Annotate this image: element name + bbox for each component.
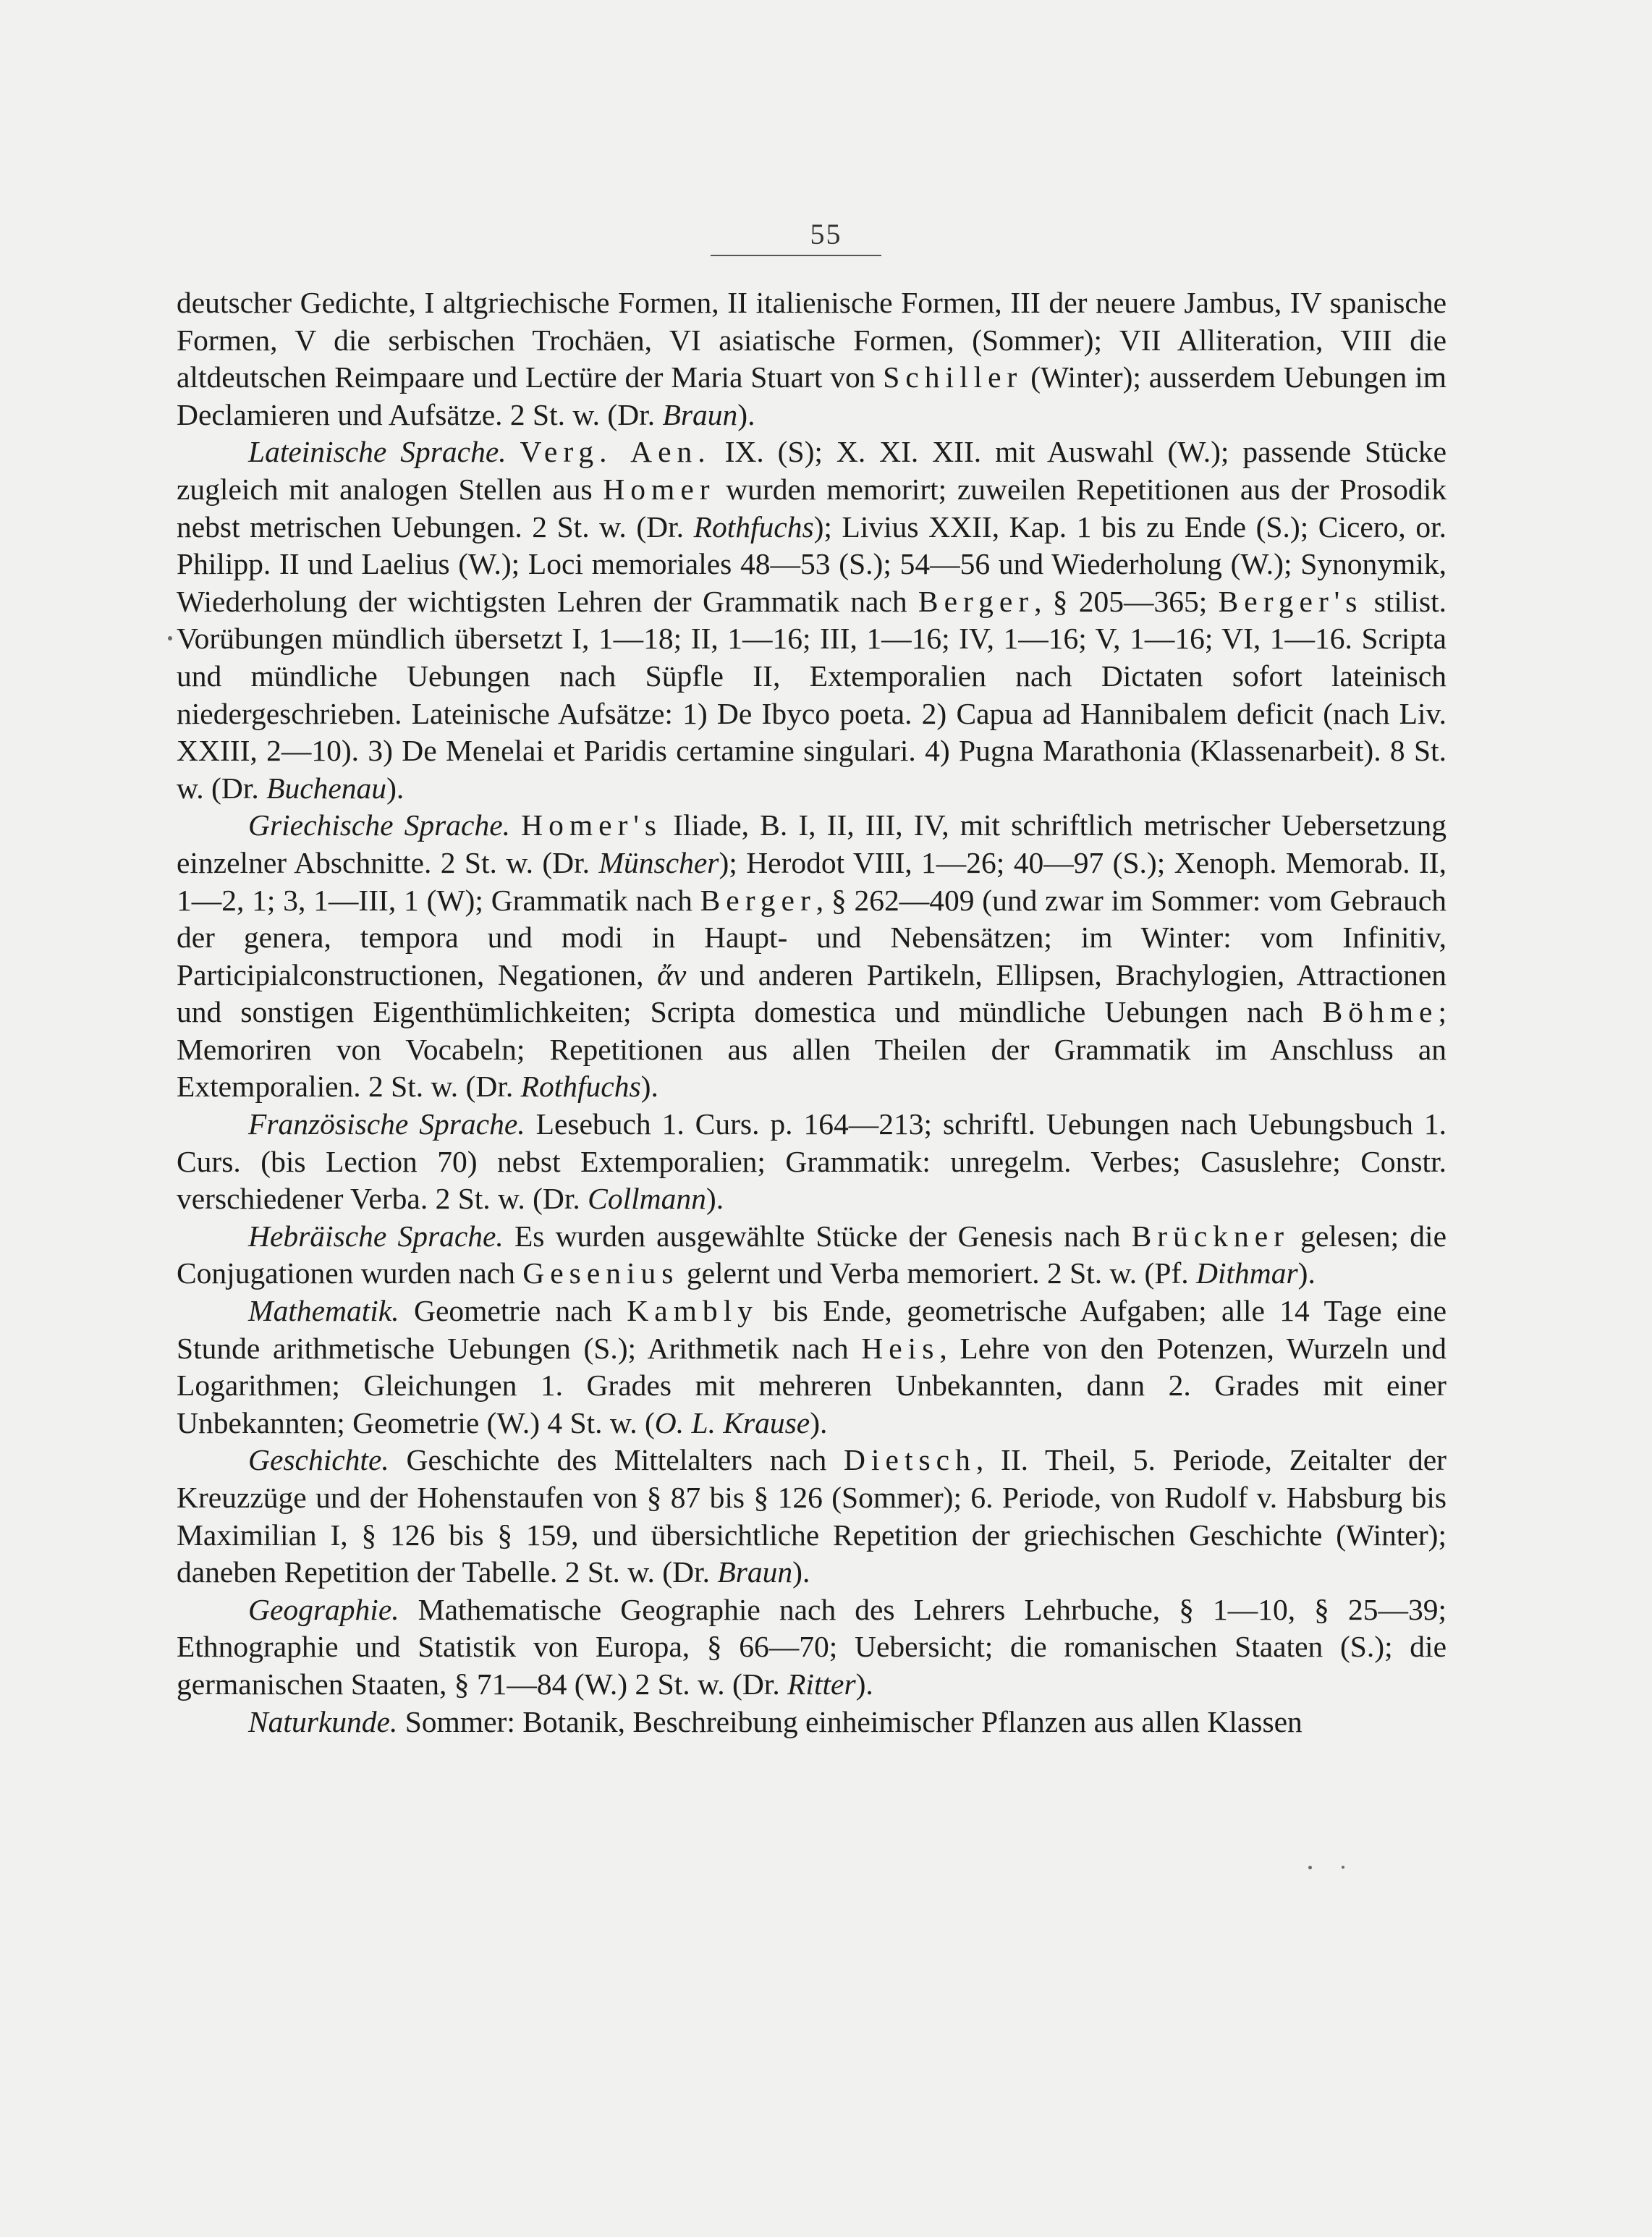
- text-run: bis Ende, geometrische Aufgaben; alle 14 Tage eine Stunde arithmetische Uebungen (S.); Arithmetik nach: [177, 1294, 1446, 1365]
- italic-text: Griechische Sprache.: [248, 808, 511, 842]
- text-run: ).: [1297, 1256, 1316, 1290]
- paragraph-geographie: [177, 1591, 1446, 1704]
- text-run: deutscher Gedichte, I altgriechische Formen, II italienische Formen, III der neuere Jambus, IV spanische Formen, V die serbischen Trochäen, VI asiatische Formen, (Sommer); VII Alliteration, VIII die altdeutschen Reimpaare und Lectüre der Maria Stuart von: [177, 286, 1446, 394]
- italic-text: Lateinische Sprache.: [248, 435, 507, 469]
- italic-text: Geschichte.: [248, 1443, 389, 1477]
- italic-text: Collmann: [588, 1182, 706, 1216]
- text-run: IX. (S); X. XI. XII. mit Auswahl (W.); passende Stücke zugleich mit analogen Stellen aus: [177, 435, 1447, 506]
- text-run: Geschichte des Mittelalters nach: [389, 1443, 844, 1477]
- text-run: ).: [706, 1182, 724, 1216]
- header-rule: [711, 255, 881, 256]
- text-run: , § 205—365;: [1034, 584, 1219, 618]
- text-run: gelernt und Verba memoriert. 2 St. w. (Pf.: [679, 1256, 1197, 1290]
- paragraph-hebraeisch: [177, 1218, 1446, 1293]
- paragraph-franzoesisch: [177, 1106, 1446, 1218]
- spaced-name: Böhme: [1322, 995, 1439, 1029]
- italic-text: Rothfuchs: [693, 509, 814, 544]
- italic-text: Naturkunde.: [248, 1704, 398, 1738]
- spaced-name: Kambly: [627, 1294, 758, 1328]
- text-run: ; Memoriren von Vocabeln; Repetitionen aus allen Theilen der Grammatik im Anschluss an Extemporalien. 2 St. w. (Dr.: [177, 995, 1446, 1104]
- text-run: , § 262—409 (und zwar im Sommer: vom Gebrauch der genera, tempora und modi in Haupt- und Nebensätzen; im Winter: vom Infinitiv, Participialconstructionen, Negationen,: [177, 883, 1446, 991]
- text-run: Lesebuch 1. Curs. p. 164—213; schriftl. Uebungen nach Uebungsbuch 1. Curs. (bis Lection 70) nebst Extemporalien; Grammatik: unregelm. Verbes; Casuslehre; Constr. verschiedener Verba. 2 St. w. (Dr.: [177, 1107, 1446, 1216]
- spaced-name: Dietsch: [844, 1443, 976, 1477]
- italic-text: Dithmar: [1196, 1256, 1298, 1290]
- page-number: 55: [810, 218, 842, 250]
- spaced-name: Heis: [861, 1331, 940, 1365]
- text-run: Mathematische Geographie nach des Lehrers Lehrbuche, § 1—10, § 25—39; Ethnographie und Statistik von Europa, § 66—70; Uebersicht; die romanischen Staaten (S.); die germanischen Staaten, § 71—84 (W.) 2 St. w. (Dr.: [177, 1592, 1446, 1701]
- italic-text: Mathematik.: [248, 1294, 399, 1328]
- text-run: Geometrie nach: [399, 1294, 627, 1328]
- spaced-name: Berger's: [1218, 584, 1363, 618]
- paragraph-latein: [177, 434, 1446, 807]
- text-run: Sommer: Botanik, Beschreibung einheimischer Pflanzen aus allen Klassen: [397, 1704, 1302, 1738]
- spaced-name: Homer's: [521, 808, 663, 842]
- text-run: gelesen; die Conjugationen wurden nach: [177, 1219, 1446, 1290]
- text-run: , II. Theil, 5. Periode, Zeitalter der Kreuzzüge und der Hohenstaufen von § 87 bis § 126 (Sommer); 6. Periode, von Rudolf v. Habsburg bis Maximilian I, § 126 bis § 159, und übersichtliche Repetition der griechischen Geschichte (Winter); daneben Repetition der Tabelle. 2 St. w. (Dr.: [177, 1443, 1447, 1589]
- paragraph-naturkunde: [177, 1704, 1446, 1741]
- text-run: ).: [855, 1667, 873, 1701]
- italic-text: Hebräische Sprache.: [248, 1219, 504, 1253]
- text-run: Es wurden ausgewählte Stücke der Genesis nach: [503, 1219, 1132, 1253]
- italic-text: Braun: [662, 397, 738, 431]
- text-run: [507, 435, 520, 468]
- text-run: ).: [810, 1405, 828, 1439]
- text-run: stilist. Vorübungen mündlich übersetzt I, 1—18; II, 1—16; III, 1—16; IV, 1—16; V, 1—16; VI, 1—16. Scripta und mündliche Uebungen nach Süpfle II, Extemporalien nach Dictaten sofort lateinisch niedergeschrieben. Lateinische Aufsätze: 1) De Ibyco poeta. 2) Capua ad Hannibalem deficit (nach Liv. XXIII, 2—10). 3) De Menelai et Paridis certamine singulari. 4) Pugna Marathonia (Klassenarbeit). 8 St. w. (Dr.: [177, 584, 1447, 805]
- spaced-name: Brückner: [1131, 1219, 1290, 1253]
- text-run: und anderen Partikeln, Ellipsen, Brachylogien, Attractionen und sonstigen Eigenthümlichkeiten; Scripta domestica und mündliche Uebungen nach: [177, 957, 1446, 1029]
- spaced-name: Berger: [700, 883, 816, 917]
- scan-speck: [168, 636, 172, 640]
- italic-text: Ritter: [787, 1667, 856, 1701]
- italic-text: Geographie.: [248, 1592, 399, 1626]
- italic-text: O. L. Krause: [654, 1405, 810, 1439]
- body-text: [177, 284, 1446, 1741]
- text-run: Iliade, B. I, II, III, IV, mit schriftlich metrischer Uebersetzung einzelner Abschnitte. 2 St. w. (Dr.: [177, 808, 1447, 879]
- paragraph-geschichte: [177, 1442, 1446, 1591]
- italic-text: Rothfuchs: [520, 1070, 641, 1104]
- paragraph-mathematik: [177, 1293, 1446, 1442]
- text-run: ).: [737, 397, 755, 431]
- text-run: , Lehre von den Potenzen, Wurzeln und Logarithmen; Gleichungen 1. Grades mit mehreren Unbekannten, dann 2. Grades mit einer Unbekannten; Geometrie (W.) 4 St. w. (: [177, 1331, 1446, 1439]
- paragraph-griechisch: [177, 807, 1446, 1106]
- spaced-name: Berger: [918, 584, 1035, 618]
- text-run: ).: [386, 771, 404, 805]
- italic-text: Braun: [717, 1555, 793, 1589]
- spaced-name: Schiller: [883, 360, 1023, 394]
- spaced-name: Verg. Aen.: [520, 435, 711, 469]
- italic-text: ἄν: [657, 957, 687, 991]
- spaced-name: Homer: [603, 472, 716, 506]
- italic-text: Buchenau: [266, 771, 387, 805]
- italic-text: Französische Sprache.: [248, 1107, 525, 1141]
- text-run: wurden memorirt; zuweilen Repetitionen aus der Prosodik nebst metrischen Uebungen. 2 St. w. (Dr.: [177, 472, 1446, 544]
- text-run: ).: [640, 1070, 658, 1104]
- text-run: (Winter); ausserdem Uebungen im Declamieren und Aufsätze. 2 St. w. (Dr.: [177, 360, 1447, 431]
- spaced-name: Gesenius: [522, 1256, 679, 1290]
- text-run: [510, 808, 521, 842]
- paragraph-intro: [177, 284, 1446, 434]
- text-run: ); Herodot VIII, 1—26; 40—97 (S.); Xenoph. Memorab. II, 1—2, 1; 3, 1—III, 1 (W); Grammatik nach: [177, 845, 1446, 917]
- scan-speck: [1342, 1866, 1344, 1869]
- text-run: ).: [792, 1555, 810, 1589]
- italic-text: Münscher: [598, 845, 719, 879]
- scan-speck: [1308, 1866, 1312, 1869]
- text-run: ); Livius XXII, Kap. 1 bis zu Ende (S.); Cicero, or. Philipp. II und Laelius (W.); Loci memoriales 48—53 (S.); 54—56 und Wiederholung (W.); Synonymik, Wiederholung der wichtigsten Lehren der Grammatik nach: [177, 509, 1446, 618]
